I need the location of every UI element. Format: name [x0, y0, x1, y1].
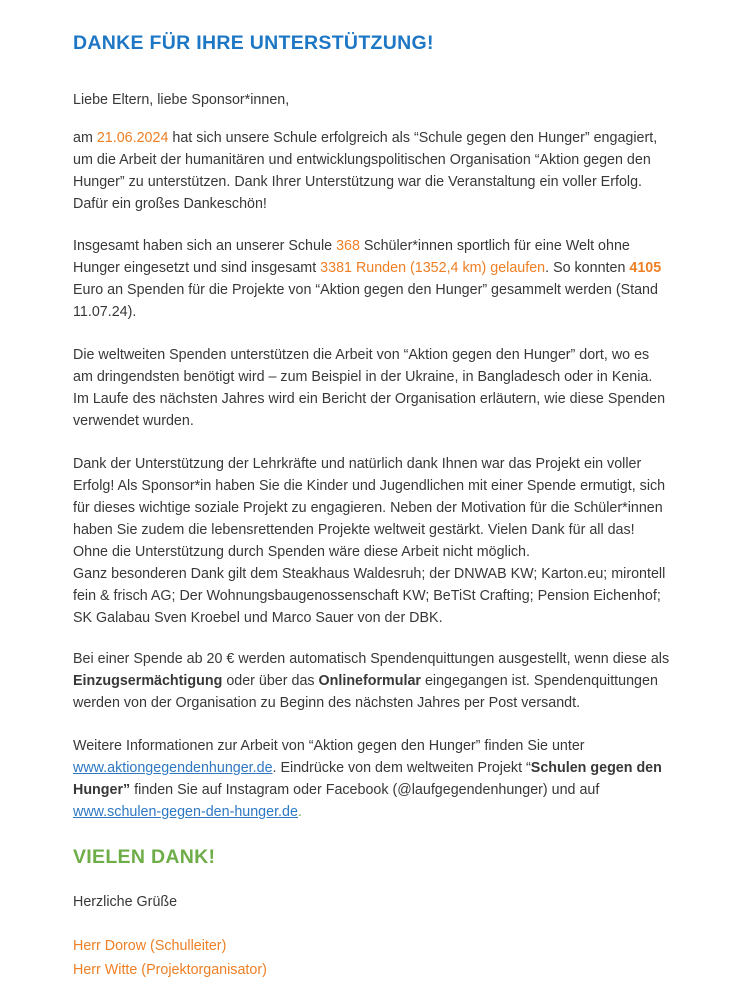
signature — [73, 934, 713, 982]
text-line — [73, 757, 713, 779]
text-run: Dafür ein großes Dankeschön! — [73, 196, 267, 212]
text-line — [73, 648, 713, 670]
thanks-paragraph — [73, 453, 713, 629]
title-heading: DANKE FÜR IHRE UNTERSTÜTZUNG! — [73, 32, 434, 54]
text-run: oder über das — [222, 673, 319, 689]
text-line — [73, 344, 713, 366]
text-run: Ganz besonderen Dank gilt dem Steakhaus Waldesruh; der DNWAB KW; Karton.eu; mirontell — [73, 566, 666, 582]
text-line — [73, 89, 713, 111]
aktiongegendenhunger-link[interactable]: www.aktiongegendenhunger.de — [73, 760, 273, 776]
text-run: Euro an Spenden für die Projekte von “Aktion gegen den Hunger” gesammelt werden (Stand — [73, 282, 658, 298]
text-run: 368 — [336, 238, 360, 254]
text-run: . — [297, 804, 302, 820]
text-run: Onlineformular — [318, 673, 421, 689]
text-run: SK Galabau Sven Kroebel und Marco Sauer von der DBK. — [73, 610, 443, 626]
text-run: 21.06.2024 — [96, 130, 169, 146]
text-run: für dieses wichtige soziale Projekt zu engagieren. Neben der Motivation für die Schüler*innen — [73, 500, 663, 516]
text-line — [73, 891, 713, 913]
text-run: Herr Dorow (Schulleiter) — [73, 938, 227, 954]
text-run: Herzliche Grüße — [73, 894, 178, 910]
text-run: haben Sie zudem die lebensrettenden Projekte weltweit gestärkt. Vielen Dank für all das! — [73, 522, 635, 538]
text-run: finden Sie auf Instagram oder Facebook (@laufgegendenhunger) und auf — [130, 782, 600, 798]
text-line — [73, 235, 713, 257]
text-run: Im Laufe des nächsten Jahres wird ein Bericht der Organisation erläutern, wie diese Spenden — [73, 391, 666, 407]
text-run: Insgesamt haben sich an unserer Schule — [73, 238, 337, 254]
text-line — [73, 585, 713, 607]
text-line — [73, 607, 713, 629]
text-line — [73, 519, 713, 541]
text-run: Herr Witte (Projektorganisator) — [73, 962, 267, 978]
text-line — [73, 279, 713, 301]
info-paragraph — [73, 735, 713, 823]
text-run: . So konnten — [545, 260, 630, 276]
text-run: Ohne die Unterstützung durch Spenden wäre diese Arbeit nicht möglich. — [73, 544, 530, 560]
text-run: eingegangen ist. Spendenquittungen — [421, 673, 658, 689]
text-line — [73, 670, 713, 692]
text-line — [73, 453, 713, 475]
text-line — [73, 934, 713, 958]
text-line — [73, 127, 713, 149]
text-line — [73, 388, 713, 410]
text-line — [73, 735, 713, 757]
text-run: fein & frisch AG; Der Wohnungsbaugenossenschaft KW; BeTiSt Crafting; Pension Eichenhof; — [73, 588, 661, 604]
text-run: Weitere Informationen zur Arbeit von “Aktion gegen den Hunger” finden Sie unter — [73, 738, 585, 754]
schulen-gegen-den-hunger-link[interactable]: www.schulen-gegen-den-hunger.de — [73, 804, 298, 820]
text-line — [73, 171, 713, 193]
text-line — [73, 541, 713, 563]
text-run: Hunger” — [73, 782, 131, 798]
text-line — [73, 475, 713, 497]
closing — [73, 891, 713, 913]
text-line — [73, 149, 713, 171]
text-run: Die weltweiten Spenden unterstützen die Arbeit von “Aktion gegen den Hunger” dort, wo es — [73, 347, 650, 363]
donations-paragraph — [73, 344, 713, 432]
intro-paragraph — [73, 127, 713, 215]
text-run: Bei einer Spende ab 20 € werden automatisch Spendenquittungen ausgestellt, wenn diese als — [73, 651, 670, 667]
text-run: um die Arbeit der humanitären und entwicklungspolitischen Organisation “Aktion gegen den — [73, 152, 651, 168]
text-run: werden von der Organisation zu Beginn des nächsten Jahres per Post versandt. — [73, 695, 581, 711]
text-line — [73, 801, 713, 823]
text-run: Hunger eingesetzt und sind insgesamt — [73, 260, 321, 276]
text-line — [73, 366, 713, 388]
text-line — [73, 410, 713, 432]
text-run: verwendet wurden. — [73, 413, 194, 429]
thanks-heading: VIELEN DANK! — [73, 846, 216, 868]
text-run: am — [73, 130, 97, 146]
text-line — [73, 958, 713, 982]
text-line — [73, 257, 713, 279]
text-run: am dringendsten benötigt wird – zum Beispiel in der Ukraine, in Bangladesch oder in Kenia. — [73, 369, 653, 385]
salutation — [73, 89, 713, 111]
text-line — [73, 692, 713, 714]
text-run: . Eindrücke von dem weltweiten Projekt “ — [272, 760, 531, 776]
text-line — [73, 779, 713, 801]
text-run: Schulen gegen den — [530, 760, 662, 776]
text-line — [73, 193, 713, 215]
text-run: Einzugsermächtigung — [73, 673, 223, 689]
text-run: hat sich unsere Schule erfolgreich als “Schule gegen den Hunger” engagiert, — [168, 130, 658, 146]
text-line — [73, 563, 713, 585]
receipt-paragraph — [73, 648, 713, 714]
text-run: 11.07.24). — [73, 304, 137, 320]
text-run: 4105 — [629, 260, 662, 276]
results-paragraph — [73, 235, 713, 323]
text-line — [73, 301, 713, 323]
text-run: Erfolg! Als Sponsor*in haben Sie die Kinder und Jugendlichen mit einer Spende ermutigt, sich — [73, 478, 666, 494]
text-run: Hunger” zu unterstützen. Dank Ihrer Unterstützung war die Veranstaltung ein voller Erfolg. — [73, 174, 642, 190]
text-run: 3381 Runden (1352,4 km) gelaufen — [320, 260, 546, 276]
text-line — [73, 497, 713, 519]
text-run: Dank der Unterstützung der Lehrkräfte und natürlich dank Ihnen war das Projekt ein voller — [73, 456, 642, 472]
text-run: Liebe Eltern, liebe Sponsor*innen, — [73, 92, 290, 108]
letter-document — [73, 31, 713, 1003]
text-run: Schüler*innen sportlich für eine Welt ohne — [359, 238, 630, 254]
